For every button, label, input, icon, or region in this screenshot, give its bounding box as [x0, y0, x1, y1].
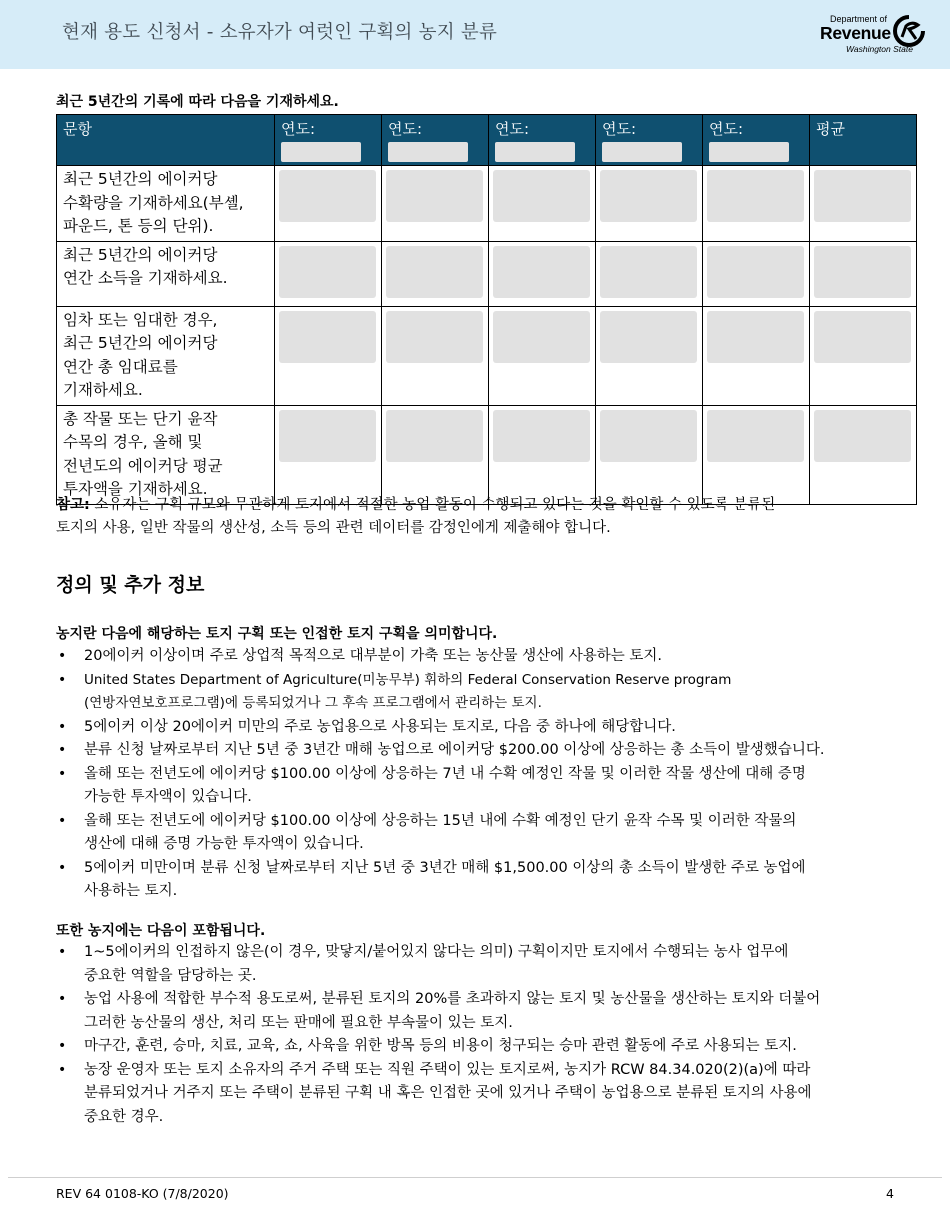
col-year-5: 연도: [703, 115, 810, 166]
list-item: • 5에이커 이상 20에이커 미만의 주로 농업용으로 사용되는 토지로, 다음 중 하나에 해당합니다. [56, 716, 824, 740]
col-year-2: 연도: [382, 115, 489, 166]
rent-year-3-input[interactable] [493, 311, 590, 363]
document-title: 현재 용도 신청서 - 소유자가 여럿인 구획의 농지 분류 [62, 22, 498, 43]
yield-average-input[interactable] [814, 170, 911, 222]
note-paragraph: 참고: 소유자는 구획 규모와 무관하게 토지에서 적절한 농업 활동이 수행되고 있다는 것을 확인할 수 있도록 분류된 토지의 사용, 일반 작물의 생산성, 소득 등의 관련 데이터를 감정인에게 제출해야 합니다. [56, 497, 776, 536]
col-year-4: 연도: [596, 115, 703, 166]
logo-dept-text: Department of [830, 14, 888, 24]
table-intro: 최근 5년간의 기록에 따라 다음을 기재하세요. [56, 94, 339, 110]
footer-divider [8, 1177, 942, 1178]
investment-year-2-input[interactable] [386, 410, 483, 462]
investment-year-3-input[interactable] [493, 410, 590, 462]
yield-year-2-input[interactable] [386, 170, 483, 222]
table-row-investment [57, 405, 917, 504]
income-year-4-input[interactable] [600, 246, 697, 298]
rent-year-5-input[interactable] [707, 311, 804, 363]
rent-year-2-input[interactable] [386, 311, 483, 363]
rent-year-4-input[interactable] [600, 311, 697, 363]
page-header [0, 0, 950, 69]
note-label: 참고: [56, 497, 90, 513]
list-item: • 올해 또는 전년도에 에이커당 $100.00 이상에 상응하는 7년 내 수확 예정인 작물 및 이러한 작물 생산에 대해 증명 가능한 투자액이 있습니다. [56, 763, 824, 810]
form-number: REV 64 0108-KO (7/8/2020) [56, 1186, 229, 1201]
col-year-3: 연도: [489, 115, 596, 166]
logo-state-text: Washington State [846, 44, 913, 54]
page-number: 4 [886, 1186, 894, 1201]
yield-year-1-input[interactable] [279, 170, 376, 222]
table-row-yield [57, 166, 917, 242]
list-item: • 농업 사용에 적합한 부수적 용도로써, 분류된 토지의 20%를 초과하지 않는 토지 및 농산물을 생산하는 토지와 더불어 그러한 농산물의 생산, 처리 또는 판매에 필요한 부속물이 있는 토지. [56, 988, 820, 1035]
rent-year-1-input[interactable] [279, 311, 376, 363]
farmland-list [56, 645, 824, 904]
year-2-field[interactable] [388, 142, 468, 162]
table-row-income [57, 241, 917, 306]
list-item: • 20에이커 이상이며 주로 상업적 목적으로 대부분이 가축 또는 농산물 생산에 사용하는 토지. [56, 645, 824, 669]
row-question: 최근 5년간의 에이커당 연간 소득을 기재하세요. [57, 241, 275, 306]
farmland-includes-lead: 또한 농지에는 다음이 포함됩니다. [56, 923, 266, 939]
row-question: 임차 또는 임대한 경우, 최근 5년간의 에이커당 연간 총 임대료를 기재하세요. [57, 306, 275, 405]
rent-average-input[interactable] [814, 311, 911, 363]
list-item: • 1~5에이커의 인접하지 않은(이 경우, 맞닿지/붙어있지 않다는 의미) 구획이지만 토지에서 수행되는 농사 업무에 중요한 역할을 담당하는 곳. [56, 941, 820, 988]
yield-year-5-input[interactable] [707, 170, 804, 222]
list-item: • 올해 또는 전년도에 에이커당 $100.00 이상에 상응하는 15년 내에 수확 예정인 단기 윤작 수목 및 이러한 작물의 생산에 대해 증명 가능한 투자액이 있습니다. [56, 810, 824, 857]
table-row-rent [57, 306, 917, 405]
investment-year-1-input[interactable] [279, 410, 376, 462]
year-4-field[interactable] [602, 142, 682, 162]
logo-revenue-text: Revenue [820, 23, 891, 43]
list-item: • United States Department of Agriculture(미농무부) 휘하의 Federal Conservation Reserve program (연방자연보호프로그램)에 등록되었거나 그 후속 프로그램에서 관리하는 토지. [56, 669, 824, 716]
records-table [56, 114, 917, 505]
dor-logo [818, 14, 928, 58]
year-3-field[interactable] [495, 142, 575, 162]
year-5-field[interactable] [709, 142, 789, 162]
income-average-input[interactable] [814, 246, 911, 298]
list-item: • 분류 신청 날짜로부터 지난 5년 중 3년간 매해 농업으로 에이커당 $200.00 이상에 상응하는 총 소득이 발생했습니다. [56, 739, 824, 763]
yield-year-3-input[interactable] [493, 170, 590, 222]
col-year-1: 연도: [275, 115, 382, 166]
table-header-row [57, 115, 917, 166]
col-average: 평균 [810, 115, 917, 166]
investment-year-4-input[interactable] [600, 410, 697, 462]
yield-year-4-input[interactable] [600, 170, 697, 222]
col-question: 문항 [57, 115, 275, 166]
dor-emblem-icon [892, 15, 926, 47]
list-item: • 5에이커 미만이며 분류 신청 날짜로부터 지난 5년 중 3년간 매해 $1,500.00 이상의 총 소득이 발생한 주로 농업에 사용하는 토지. [56, 857, 824, 904]
income-year-1-input[interactable] [279, 246, 376, 298]
row-question: 최근 5년간의 에이커당 수확량을 기재하세요(부셸, 파운드, 톤 등의 단위). [57, 166, 275, 242]
income-year-5-input[interactable] [707, 246, 804, 298]
investment-year-5-input[interactable] [707, 410, 804, 462]
year-1-field[interactable] [281, 142, 361, 162]
farmland-includes-list [56, 941, 820, 1129]
farmland-lead: 농지란 다음에 해당하는 토지 구획 또는 인접한 토지 구획을 의미합니다. [56, 626, 498, 642]
investment-average-input[interactable] [814, 410, 911, 462]
row-question: 총 작물 또는 단기 윤작 수목의 경우, 올해 및 전년도의 에이커당 평균 투자액을 기재하세요. [57, 405, 275, 504]
income-year-2-input[interactable] [386, 246, 483, 298]
list-item: • 농장 운영자 또는 토지 소유자의 주거 주택 또는 직원 주택이 있는 토지로써, 농지가 RCW 84.34.020(2)(a)에 따라 분류되었거나 거주지 또는 주택이 분류된 구획 내 혹은 인접한 곳에 있거나 주택이 농업용으로 분류된 토지의 사용에 중요한 경우. [56, 1059, 820, 1130]
list-item: • 마구간, 훈련, 승마, 치료, 교육, 쇼, 사육을 위한 방목 등의 비용이 청구되는 승마 관련 활동에 주로 사용되는 토지. [56, 1035, 820, 1059]
definitions-heading: 정의 및 추가 정보 [56, 574, 205, 596]
income-year-3-input[interactable] [493, 246, 590, 298]
